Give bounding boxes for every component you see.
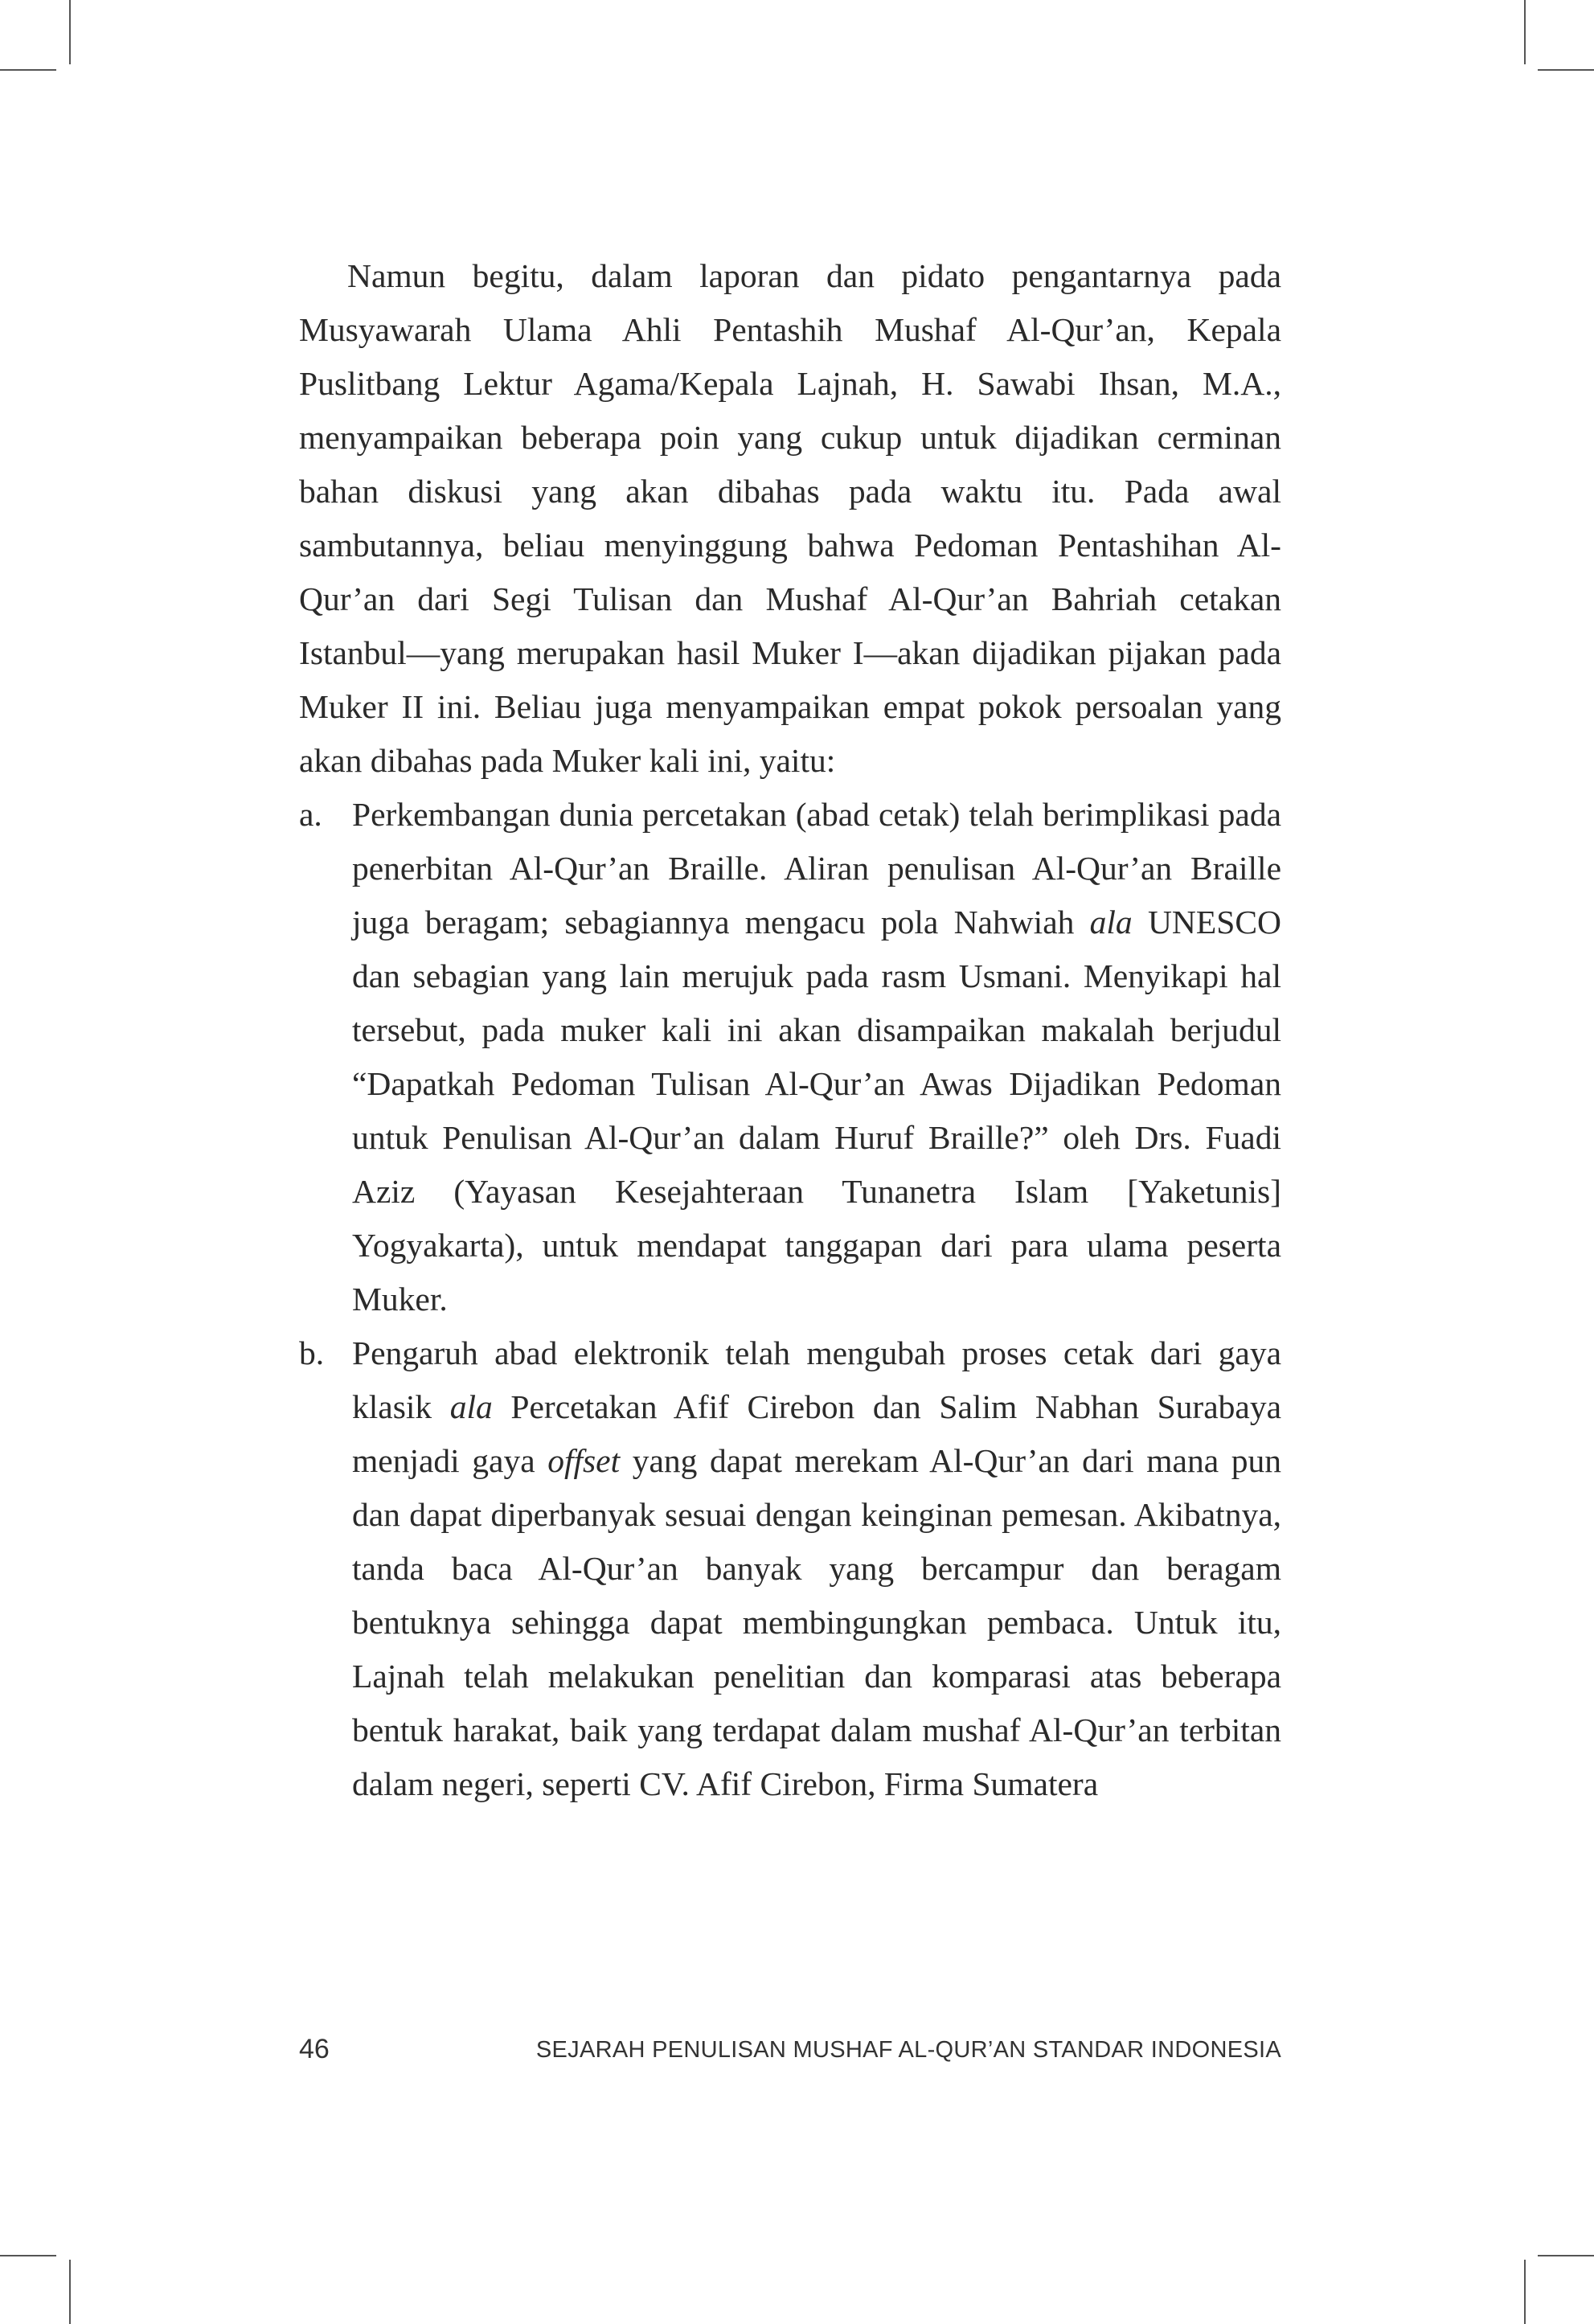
crop-mark-bottom-left — [69, 2260, 71, 2324]
list-item-italic: ala — [1089, 904, 1133, 941]
list-item-italic: ala — [449, 1388, 493, 1425]
list-item-a — [299, 788, 1281, 1326]
crop-mark-top-left — [69, 0, 71, 64]
crop-mark-bottom-left-h — [0, 2255, 56, 2256]
list-marker: a. — [299, 796, 322, 833]
list-item-b — [299, 1326, 1281, 1811]
list-item-text: Pengaruh abad elektronik telah mengubah proses cetak dari gaya klasik — [352, 1334, 1281, 1425]
list-item-text: Perkembangan dunia percetakan (abad cetak) telah berimplikasi pada penerbitan Al-Qur’an Braille. Aliran penulisan Al-Qur’an Braille juga beragam; sebagiannya mengacu pola Nahwiah — [352, 796, 1281, 941]
page-number: 46 — [299, 2034, 330, 2064]
crop-mark-top-right-h — [1538, 69, 1594, 71]
crop-mark-top-right — [1524, 0, 1526, 64]
list-item-text: Percetakan Afif Cirebon dan Salim Nabhan Surabaya menjadi gaya — [352, 1388, 1281, 1479]
page-body — [299, 249, 1281, 1811]
list-item-italic: offset — [547, 1442, 621, 1479]
list-item-text: yang dapat merekam Al-Qur’an dari mana pun dan dapat diperbanyak sesuai dengan keinginan pemesan. Akibatnya, tanda baca Al-Qur’an banyak yang bercampur dan beragam bentuknya sehingga dapat membingungkan pembaca. Untuk itu, Lajnah telah melakukan penelitian dan komparasi atas beberapa bentuk harakat, baik yang terdapat dalam mushaf Al-Qur’an terbitan dalam negeri, seperti CV. Afif Cirebon, Firma Sumatera — [352, 1442, 1281, 1802]
point-list — [299, 788, 1281, 1811]
crop-mark-bottom-right-h — [1538, 2255, 1594, 2256]
running-title: SEJARAH PENULISAN MUSHAF AL-QUR’AN STANDAR INDONESIA — [535, 2037, 1281, 2063]
list-item-text: UNESCO dan sebagian yang lain merujuk pada rasm Usmani. Menyikapi hal tersebut, pada muker kali ini akan disampaikan makalah berjudul “Dapatkah Pedoman Tulisan Al-Qur’an Awas Dijadikan Pedoman untuk Penulisan Al-Qur’an dalam Huruf Braille?” oleh Drs. Fuadi Aziz (Yayasan Kesejahteraan Tunanetra Islam [Yaketunis] Yogyakarta), untuk mendapat tanggapan dari para ulama peserta Muker. — [352, 904, 1281, 1318]
body-paragraph: Namun begitu, dalam laporan dan pidato pengantarnya pada Musyawarah Ulama Ahli Pentashih Mushaf Al-Qur’an, Kepala Puslitbang Lektur Agama/Kepala Lajnah, H. Sawabi Ihsan, M.A., menyampaikan beberapa poin yang cukup untuk dijadikan cerminan bahan diskusi yang akan dibahas pada waktu itu. Pada awal sambutannya, beliau menyinggung bahwa Pedoman Pentashihan Al-Qur’an dari Segi Tulisan dan Mushaf Al-Qur’an Bahriah cetakan Istanbul—yang merupakan hasil Muker I—akan dijadikan pijakan pada Muker II ini. Beliau juga menyampaikan empat pokok persoalan yang akan dibahas pada Muker kali ini, yaitu: — [299, 257, 1281, 779]
list-marker: b. — [299, 1334, 325, 1371]
crop-mark-bottom-right — [1524, 2260, 1526, 2324]
crop-mark-top-left-h — [0, 69, 56, 71]
